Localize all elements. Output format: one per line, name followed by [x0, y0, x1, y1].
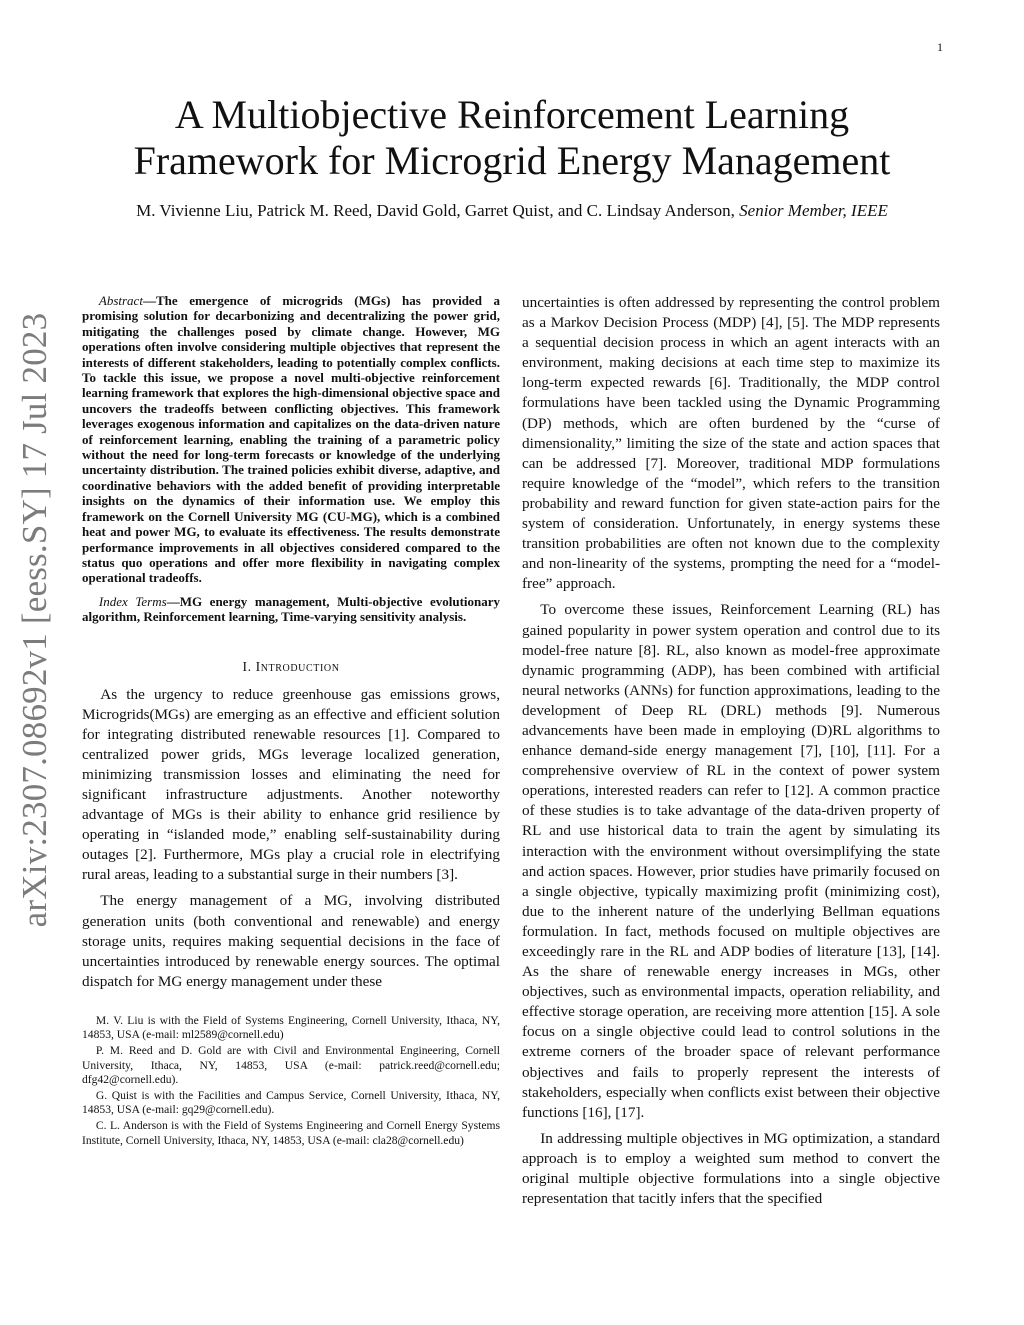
- author-footnotes: [82, 1014, 500, 1148]
- footnote-liu: M. V. Liu is with the Field of Systems Engineering, Cornell University, Ithaca, NY, 14853, USA (e-mail: ml2589@cornell.edu): [82, 1013, 500, 1042]
- title-line-1: A Multiobjective Reinforcement Learning: [174, 92, 850, 137]
- intro-paragraph-1: As the urgency to reduce greenhouse gas emissions grows, Microgrids(MGs) are emerging as an effective and efficient solution for integrating distributed renewable resources [1]. Compared to centralized power grids, MGs leverage localized generation, minimizing transmission losses and eliminating the need for significant infrastructure adjustments. Another noteworthy advantage of MGs is their ability to enhance grid resilience by operating in “islanded mode,” enabling self-sustainability during outages [2]. Furthermore, MGs play a crucial role in electrifying rural areas, leading to a substantial surge in their numbers [3].: [82, 685, 500, 884]
- abstract: [82, 293, 500, 586]
- section-heading-introduction: I. Introduction: [242, 658, 340, 674]
- right-paragraph-3: In addressing multiple objectives in MG optimization, a standard approach is to employ a weighted sum method to convert the original multiple objective formulations into a single objective representation that tacitly infers that the specified: [522, 1129, 940, 1208]
- author-names: M. Vivienne Liu, Patrick M. Reed, David Gold, Garret Quist, and C. Lindsay Anderson,: [136, 201, 740, 220]
- left-column: [82, 293, 500, 1150]
- footnote-quist: G. Quist is with the Facilities and Campus Service, Cornell University, Ithaca, NY, 14853, USA (e-mail: gq29@cornell.edu).: [82, 1088, 500, 1117]
- arxiv-identifier: arXiv:2307.08692v1 [eess.SY] 17 Jul 2023: [15, 312, 54, 928]
- page-number: 1: [937, 40, 943, 54]
- abstract-text: —The emergence of microgrids (MGs) has provided a promising solution for decarbonizing and decentralizing the power grid, mitigating the challenges posed by climate change. However, MG operations often involve considering multiple objectives that represent the interests of different stakeholders, leading to potentially complex conflicts. To tackle this issue, we propose a novel multi-objective reinforcement learning framework that explores the high-dimensional objective space and uncovers the tradeoffs between conflicting objectives. This framework leverages exogenous information and capitalizes on the data-driven nature of reinforcement learning, enabling the training of a parametric policy without the need for long-term forecasts or knowledge of the underlying uncertainty distribution. The trained policies exhibit diverse, adaptive, and coordinative behaviors with the added benefit of providing interpretable insights on the dynamics of their information use. We employ this framework on the Cornell University MG (CU-MG), which is a combined heat and power MG, to evaluate its effectiveness. The results demonstrate performance improvements in all objectives considered compared to the status quo operations and offer more flexibility in navigating complex operational tradeoffs.: [82, 293, 500, 586]
- index-terms: [82, 594, 500, 625]
- right-paragraph-1: uncertainties is often addressed by representing the control problem as a Markov Decision Process (MDP) [4], [5]. The MDP represents a sequential decision process in which an agent interacts with an environment, making decisions at each time step to maximize its long-term expected rewards [6]. Traditionally, the MDP control formulations have been tackled using the Dynamic Programming (DP) methods, which are often burdened by the “curse of dimensionality,” limiting the size of the state and action spaces that can be addressed [7]. Moreover, traditional MDP formulations require knowledge of the “model”, which refers to the transition probability and reward function for given state-action pairs for the system of consideration. Unfortunately, in energy systems these transition probabilities are often not known due to the complexity and non-linearity of the systems, prompting the need for a “model-free” approach.: [522, 294, 940, 593]
- intro-paragraph-2: The energy management of a MG, involving distributed generation units (both conventional and renewable) and energy storage units, requires making sequential decisions in the face of uncertainties introduced by renewable energy sources. The optimal dispatch for MG energy management under these: [82, 892, 500, 990]
- index-terms-text: —MG energy management, Multi-objective evolutionary algorithm, Reinforcement learning, Time-varying sensitivity analysis.: [82, 593, 501, 625]
- title-line-2: Framework for Microgrid Energy Management: [133, 138, 891, 183]
- right-column: [522, 293, 940, 1215]
- author-grade: Senior Member, IEEE: [739, 201, 888, 220]
- index-terms-label: Index Terms: [98, 593, 167, 609]
- abstract-label: Abstract: [98, 293, 143, 308]
- footnote-reed-gold: P. M. Reed and D. Gold are with Civil and Environmental Engineering, Cornell University, Ithaca, NY, 14853, USA (e-mail: patrick.reed@cornell.edu; dfg42@cornell.edu).: [82, 1044, 500, 1086]
- paper-title: [82, 92, 942, 184]
- footnote-anderson: C. L. Anderson is with the Field of Systems Engineering and Cornell Energy Systems Institute, Cornell University, Ithaca, NY, 14853, USA (e-mail: cla28@cornell.edu): [82, 1119, 500, 1147]
- author-list: [40, 200, 984, 222]
- right-paragraph-2: To overcome these issues, Reinforcement Learning (RL) has gained popularity in power system operation and control due to its model-free nature [8]. RL, also known as model-free approximate dynamic programming (ADP), has been combined with artificial neural networks (ANNs) for function approximations, leading to the development of Deep RL (DRL) methods [9]. Numerous advancements have been made in employing (D)RL algorithms to enhance demand-side energy management [7], [10], [11]. For a comprehensive overview of RL in the context of power system operations, interested readers can refer to [12]. A common practice of these studies is to take advantage of the data-driven property of RL and use historical data to train the agent by simulating its interaction with the environment without oversimplifying the state and action spaces. However, prior studies have primarily focused on a single objective, typically maximizing profit (minimizing cost), due to the inherent nature of the underlying Bellman equations formulation. In fact, methods focused on multiple objectives are exceedingly rare in the RL and ADP bodies of literature [13], [14]. As the share of renewable energy increases in MGs, other objectives, such as environmental impacts, operation reliability, and effective storage operation, are receiving more attention [15]. A sole focus on a single objective could lead to control solutions in the extreme corners of the broader space of relevant performance objectives and fails to properly represent the interests of stakeholders, especially when conflicts exist between their objective functions [16], [17].: [522, 601, 940, 1121]
